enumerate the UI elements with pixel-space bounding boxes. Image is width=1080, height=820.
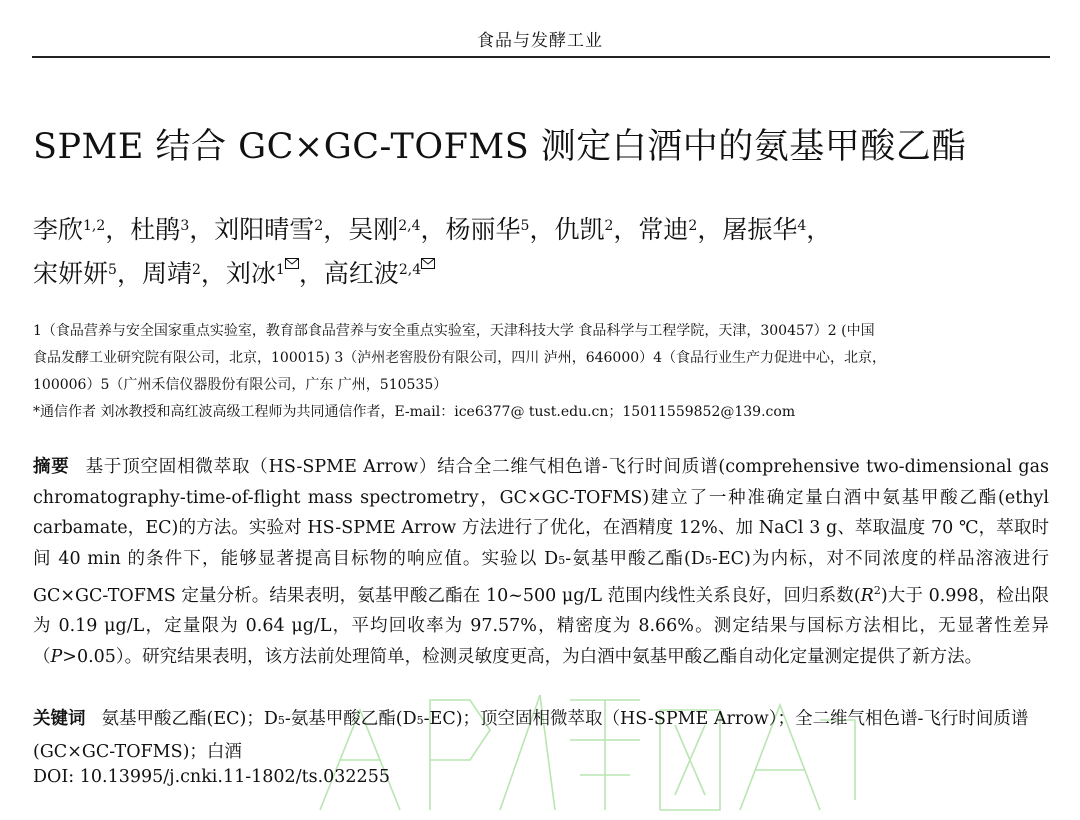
abstract-text: 基于顶空固相微萃取（HS-SPME Arrow）结合全二维气相色谱-飞行时间质谱(comprehensive two-dimensional gas chromatography-time-of-flight mass spectrometry，GC×GC-TOFMS)建立了一种准确定量白酒中氨基甲酸乙酯(ethyl carbamate，EC)的方法。实验对 HS-SPME Arrow 方法进行了优化，在酒精度 12%、加 NaCl 3 g、萃取温度 70 ℃，萃取时间 40 min 的条件下，能够显著提高目标物的响应值。实验以 D bbox=[33, 457, 1049, 569]
author-separator: ， bbox=[298, 259, 324, 288]
keywords-text: -氨基甲酸乙酯(D bbox=[284, 709, 417, 729]
author-affiliation-mark: 2 bbox=[191, 262, 201, 278]
author-affiliation-mark: 2,4 bbox=[398, 262, 422, 278]
author-separator: ， bbox=[189, 215, 215, 244]
author-name: 周靖 bbox=[141, 259, 192, 288]
affiliation-line: 100006）5（广州禾信仪器股份有限公司，广东 广州，510535） bbox=[33, 377, 448, 393]
author-list bbox=[33, 208, 1053, 296]
author-separator: ， bbox=[529, 215, 555, 244]
correspondence-note: *通信作者 刘冰教授和高红波高级工程师为共同通信作者，E-mail：ice6377@ tust.edu.cn；15011559852@139.com bbox=[33, 404, 796, 420]
author-separator: ， bbox=[323, 215, 349, 244]
keywords-label: 关键词 bbox=[33, 709, 86, 729]
author-name: 杨丽华 bbox=[445, 215, 521, 244]
author-separator: ， bbox=[200, 259, 226, 288]
author-separator: ， bbox=[613, 215, 639, 244]
abstract-text: >0.05）。研究结果表明，该方法前处理简单，检测灵敏度更高，为白酒中氨基甲酸乙酯自动化定量测定提供了新方法。 bbox=[62, 646, 983, 667]
journal-header: 食品与发酵工业 bbox=[477, 31, 603, 51]
author-separator: ， bbox=[697, 215, 723, 244]
affiliation-line: 食品发酵工业研究院有限公司，北京，100015) 3（泸州老窖股份有限公司，四川 泸州，646000）4（食品行业生产力促进中心，北京， bbox=[33, 350, 887, 366]
envelope-icon bbox=[421, 258, 435, 269]
abstract-text: -氨基甲酸乙酯(D bbox=[565, 548, 705, 569]
author-name: 刘阳晴雪 bbox=[214, 215, 315, 244]
author-name: 宋妍妍 bbox=[33, 259, 109, 288]
superscript: 2 bbox=[873, 584, 881, 597]
r-symbol: R bbox=[860, 585, 874, 606]
subscript: 5 bbox=[277, 714, 285, 727]
keywords bbox=[33, 704, 1049, 767]
affiliation-line: 1（食品营养与安全国家重点实验室，教育部食品营养与安全重点实验室，天津科技大学 食品科学与工程学院，天津，300457）2 (中国 bbox=[33, 323, 875, 339]
keywords-text: 氨基甲酸乙酯(EC)；D bbox=[101, 709, 278, 729]
affiliations bbox=[33, 318, 1053, 426]
doi: DOI: 10.13995/j.cnki.11-1802/ts.032255 bbox=[33, 767, 390, 787]
p-symbol: P bbox=[50, 646, 63, 667]
author-separator: ， bbox=[806, 215, 832, 244]
author-affiliation-mark: 5 bbox=[108, 262, 117, 278]
abstract-label: 摘要 bbox=[33, 457, 70, 477]
abstract-text: -EC)为内标，对不同浓度的样品溶液进行 GC×GC-TOFMS 定量分析。结果表明，氨基甲酸乙酯在 10~500 μg/L 范围内线性关系良好，回归系数( bbox=[33, 548, 1050, 606]
envelope-icon bbox=[285, 258, 299, 269]
author-affiliation-mark: 5 bbox=[520, 218, 530, 234]
author-affiliation-mark: 2 bbox=[314, 218, 324, 234]
author-affiliation-mark: 4 bbox=[797, 218, 807, 234]
subscript: 5 bbox=[558, 553, 566, 567]
author-name: 吴刚 bbox=[348, 215, 399, 244]
article-title: SPME 结合 GC×GC-TOFMS 测定白酒中的氨基甲酸乙酯 bbox=[33, 127, 967, 167]
author-name: 刘冰 bbox=[225, 259, 276, 288]
author-name: 仇凯 bbox=[554, 215, 605, 244]
keywords-text: -EC)；顶空固相微萃取（HS-SPME Arrow）；全二维气相色谱-飞行时间质谱(GC×GC-TOFMS)；白酒 bbox=[33, 709, 1029, 762]
author-affiliation-mark: 1,2 bbox=[83, 218, 106, 234]
author-affiliation-mark: 2 bbox=[688, 218, 698, 234]
author-name: 高红波 bbox=[323, 259, 399, 288]
author-affiliation-mark: 3 bbox=[180, 218, 190, 234]
abstract bbox=[33, 452, 1049, 672]
subscript: 5 bbox=[704, 553, 712, 567]
author-separator: ， bbox=[420, 215, 446, 244]
author-affiliation-mark: 1 bbox=[275, 262, 285, 278]
author-name: 杜鹃 bbox=[130, 215, 181, 244]
author-name: 李欣 bbox=[33, 215, 84, 244]
author-separator: ， bbox=[105, 215, 131, 244]
author-name: 常迪 bbox=[638, 215, 689, 244]
author-affiliation-mark: 2 bbox=[604, 218, 614, 234]
abstract-text: )大于 0.998，检出限为 0.19 μg/L，定量限为 0.64 μg/L，平均回收率为 97.57%，精密度为 8.66%。测定结果与国标方法相比，无显著性差异（ bbox=[33, 585, 1049, 667]
author-affiliation-mark: 2,4 bbox=[398, 218, 421, 234]
author-name: 屠振华 bbox=[722, 215, 798, 244]
author-separator: ， bbox=[116, 259, 142, 288]
subscript: 5 bbox=[416, 714, 424, 727]
header-divider bbox=[32, 56, 1050, 58]
